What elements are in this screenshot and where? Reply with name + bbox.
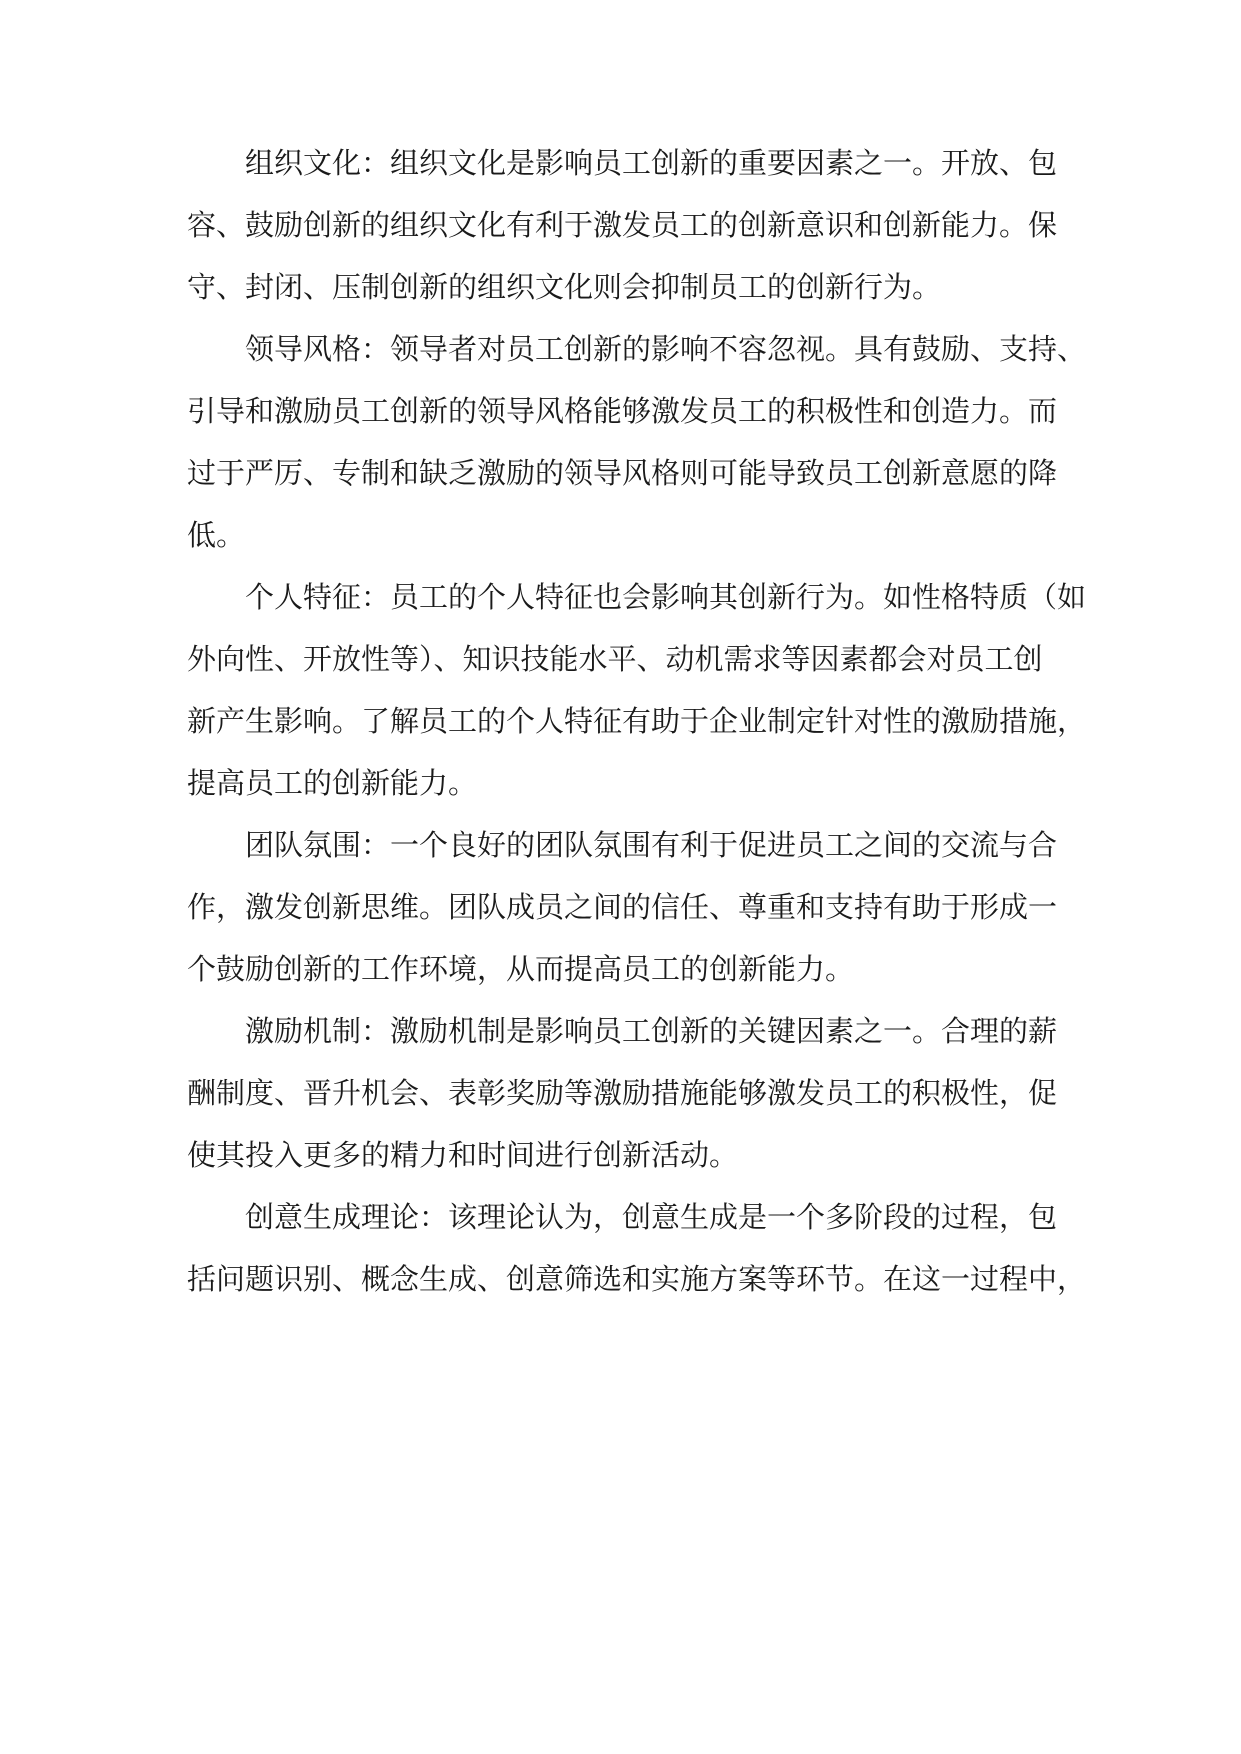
text-line: 酬制度、晋升机会、表彰奖励等激励措施能够激发员工的积极性，促 [187, 1076, 1058, 1110]
text-line: 低。 [187, 518, 246, 552]
text-line: 守、封闭、压制创新的组织文化则会抑制员工的创新行为。 [187, 270, 942, 304]
text-line: 括问题识别、概念生成、创意筛选和实施方案等环节。在这一过程中， [187, 1262, 1087, 1296]
paragraph-leadership-style [187, 332, 1087, 582]
text-line: 过于严厉、专制和缺乏激励的领导风格则可能导致员工创新意愿的降 [187, 456, 1058, 490]
text-line: 组织文化：组织文化是影响员工创新的重要因素之一。开放、包 [245, 146, 1058, 180]
body-text [187, 146, 1087, 1326]
text-line: 容、鼓励创新的组织文化有利于激发员工的创新意识和创新能力。保 [187, 208, 1058, 242]
paragraph-incentive-mechanism [187, 1016, 1057, 1202]
paragraph-personal-traits [187, 580, 1087, 830]
text-line: 个人特征：员工的个人特征也会影响其创新行为。如性格特质（如 [245, 580, 1087, 614]
text-line: 使其投入更多的精力和时间进行创新活动。 [187, 1138, 739, 1172]
text-line: 创意生成理论：该理论认为，创意生成是一个多阶段的过程，包 [245, 1200, 1058, 1234]
paragraph-team-atmosphere [187, 830, 1057, 1016]
text-line: 个鼓励创新的工作环境，从而提高员工的创新能力。 [187, 952, 855, 986]
text-line: 激励机制：激励机制是影响员工创新的关键因素之一。合理的薪 [245, 1014, 1058, 1048]
text-line: 作，激发创新思维。团队成员之间的信任、尊重和支持有助于形成一 [187, 890, 1058, 924]
paragraph-organizational-culture [187, 148, 1057, 334]
paragraph-idea-generation-theory [187, 1200, 1087, 1326]
text-line: 团队氛围：一个良好的团队氛围有利于促进员工之间的交流与合 [245, 828, 1058, 862]
text-line: 外向性、开放性等）、知识技能水平、动机需求等因素都会对员工创 [187, 642, 1043, 676]
text-line: 新产生影响。了解员工的个人特征有助于企业制定针对性的激励措施， [187, 704, 1087, 738]
text-line: 提高员工的创新能力。 [187, 766, 478, 800]
text-line: 领导风格：领导者对员工创新的影响不容忽视。具有鼓励、支持、 [245, 332, 1087, 366]
text-line: 引导和激励员工创新的领导风格能够激发员工的积极性和创造力。而 [187, 394, 1058, 428]
